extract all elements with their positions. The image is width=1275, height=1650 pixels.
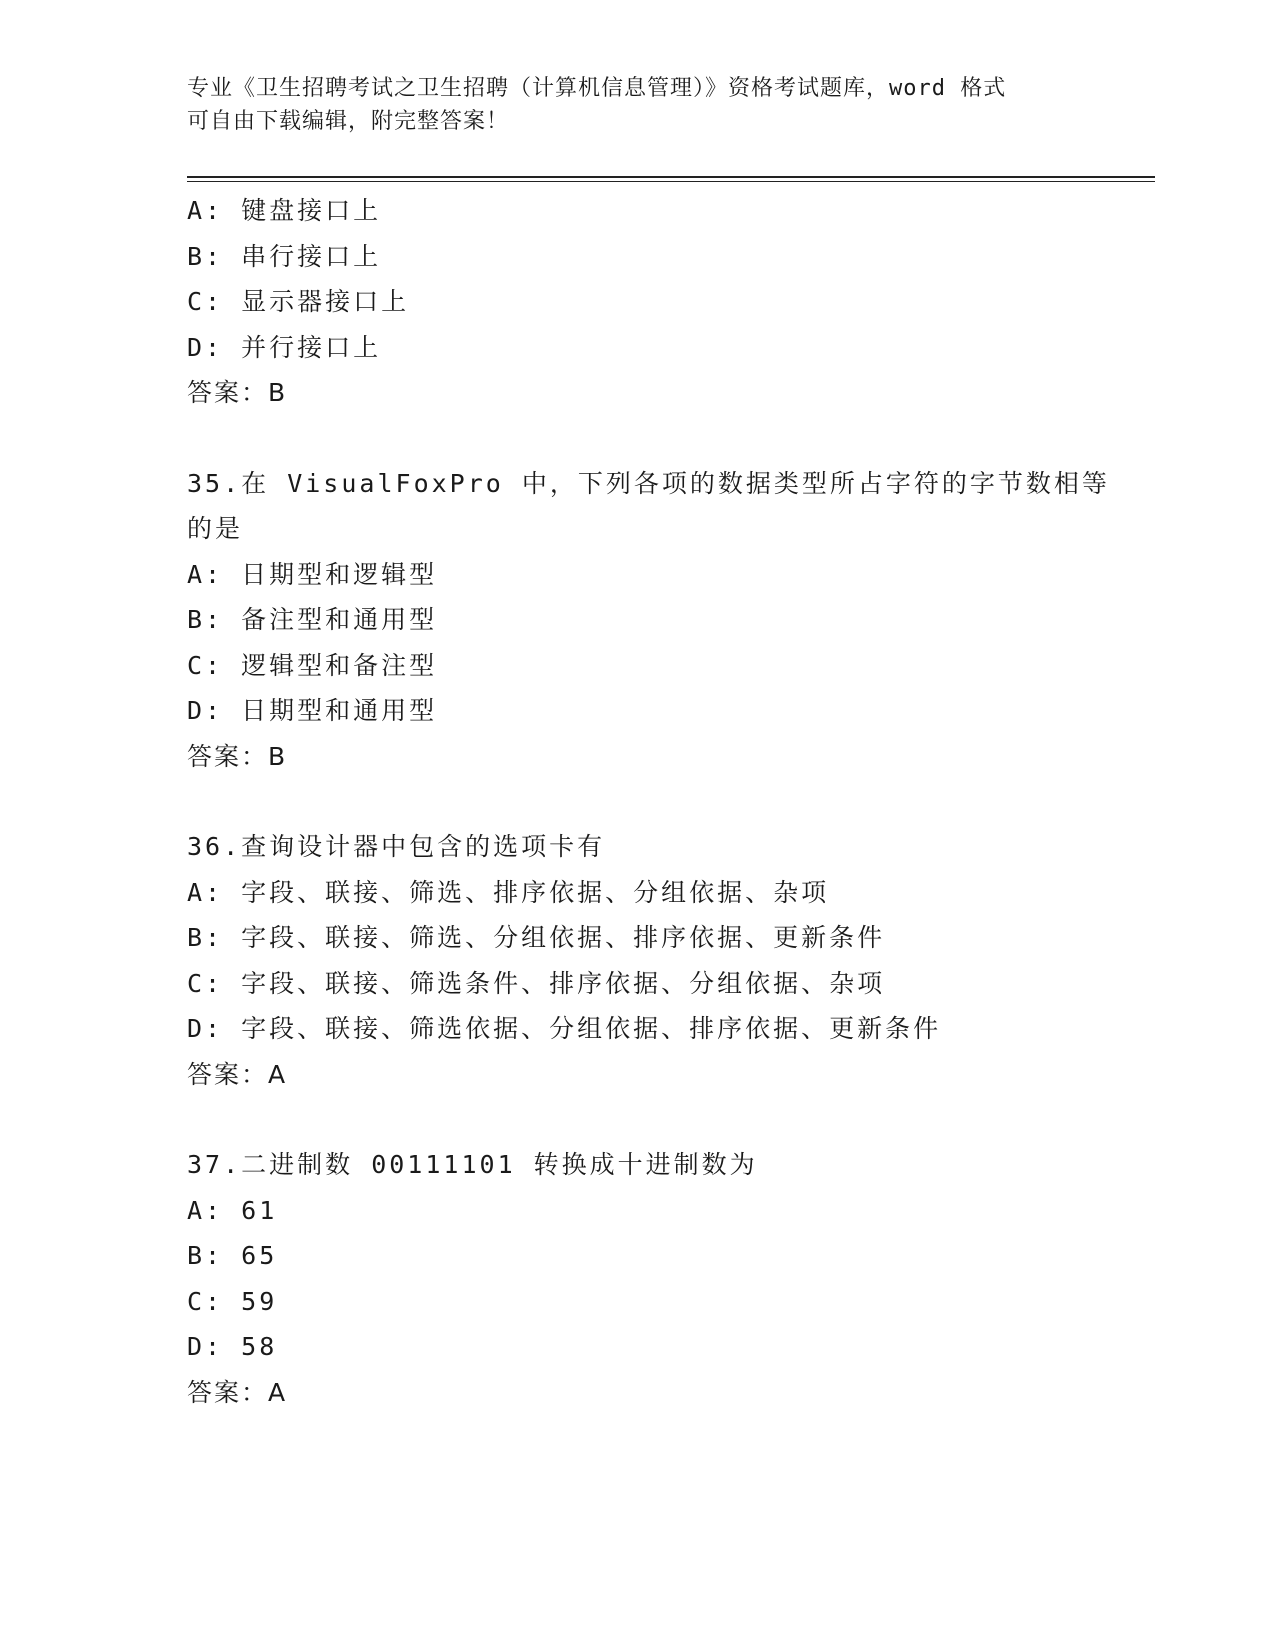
option-d: D: 并行接口上	[187, 332, 382, 362]
option-c: C: 显示器接口上	[187, 287, 410, 316]
answer-line: 答案：A	[187, 1377, 288, 1407]
question-text: 36.查询设计器中包含的选项卡有	[187, 832, 606, 861]
answer-line: 答案：B	[187, 741, 288, 771]
header-rule-bottom	[187, 181, 1155, 182]
header-line-2: 可自由下载编辑，附完整答案！	[187, 109, 510, 134]
question-text: 37.二进制数 00111101 转换成十进制数为	[187, 1150, 758, 1179]
question-text: 35.在 VisualFoxPro 中，下列各项的数据类型所占字符的字节数相等	[187, 468, 1110, 498]
answer-line: 答案：A	[187, 1059, 288, 1089]
option-a: A: 日期型和逻辑型	[187, 559, 438, 589]
header-rule-top	[187, 176, 1155, 178]
option-b: B: 备注型和通用型	[187, 605, 438, 634]
option-c: C: 逻辑型和备注型	[187, 650, 438, 680]
option-a: A: 字段、联接、筛选、排序依据、分组依据、杂项	[187, 877, 830, 907]
option-b: B: 字段、联接、筛选、分组依据、排序依据、更新条件	[187, 923, 886, 952]
question-text-cont: 的是	[187, 514, 244, 543]
question-block-34	[187, 188, 1107, 416]
question-block-35	[187, 461, 1110, 780]
option-b: B: 串行接口上	[187, 241, 382, 271]
option-c: C: 字段、联接、筛选条件、排序依据、分组依据、杂项	[187, 968, 886, 998]
option-a: A: 键盘接口上	[187, 196, 382, 225]
option-d: D: 日期型和通用型	[187, 696, 438, 725]
document-header	[187, 72, 1087, 138]
option-c: C: 59	[187, 1286, 278, 1316]
option-b: B: 65	[187, 1241, 278, 1270]
option-d: D: 字段、联接、筛选依据、分组依据、排序依据、更新条件	[187, 1014, 942, 1043]
question-list	[187, 188, 1110, 1460]
option-d: D: 58	[187, 1332, 278, 1361]
option-a: A: 61	[187, 1195, 278, 1225]
question-block-36	[187, 824, 1107, 1097]
question-block-37	[187, 1142, 1107, 1415]
header-line-1: 专业《卫生招聘考试之卫生招聘（计算机信息管理）》资格考试题库，word 格式	[187, 76, 1007, 101]
answer-line: 答案：B	[187, 378, 288, 407]
